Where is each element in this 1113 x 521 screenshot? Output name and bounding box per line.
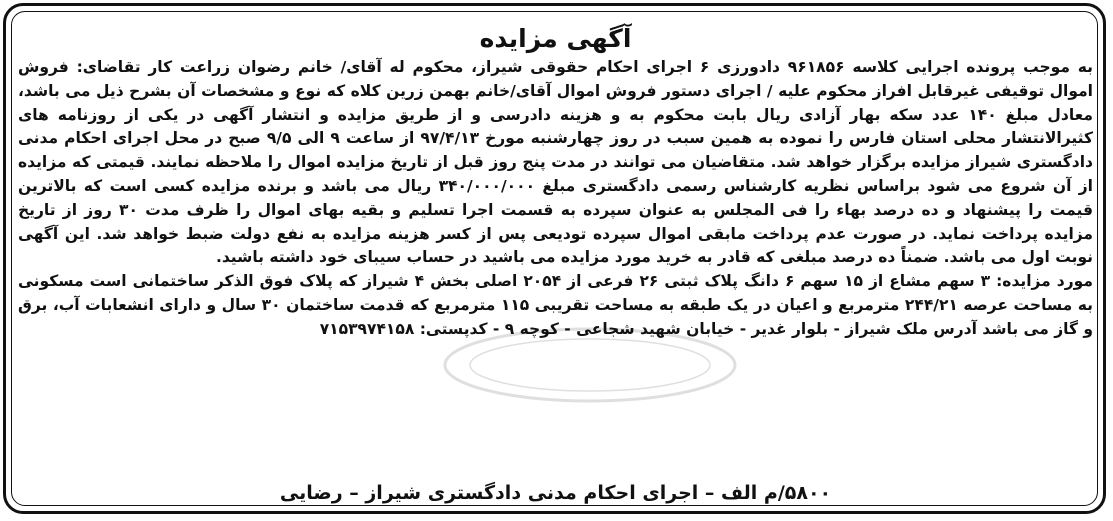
notice-footer: ۵۸۰۰/م الف – اجرای احکام مدنی دادگستری شیراز – رضایی (279, 482, 832, 504)
notice-paragraph-terms: به موجب پرونده اجرایی کلاسه ۹۶۱۸۵۶ دادورزی ۶ اجرای احکام حقوقی شیراز، محکوم له آقای/ خانم رضوان زراعت کار تقاضای: فروش اموال توقیفی غیرقابل افراز محکوم علیه / اجرای دستور فروش اموال آقای/خانم بهمن زرین کلاه که نوع و مشخصات آن بشرح ذیل می باشد، معادل مبلغ ۱۴۰ عدد سکه بهار آزادی ریال بابت محکوم به و هزینه دادرسی و از طریق مزایده و انتشار آگهی در یکی از روزنامه های کثیرالانتشار محلی استان فارس را نموده به همین سبب در روز چهارشنبه مورخ ۹۷/۴/۱۳ از ساعت ۹ الی ۹/۵ صبح در محل اجرای احکام مدنی دادگستری شیراز مزایده برگزار خواهد شد. متقاضیان می توانند در مدت پنج روز قبل از تاریخ مزایده اموال را ملاحظه نمایند. قیمتی که مزایده از آن شروع می شود براساس نظریه کارشناس رسمی دادگستری مبلغ ۳۴۰/۰۰۰/۰۰۰ ریال می باشد و برنده مزایده کسی است که بالاترین قیمت را پیشنهاد و ده درصد بهاء را فی المجلس به عنوان سپرده به قسمت اجرا تسلیم و بقیه بهای اموال را ظرف مدت ۳۰ روز از تاریخ مزایده پرداخت نماید. در صورت عدم پرداخت مابقی اموال سپرده تودیعی پس از کسر هزینه مزایده به نفع دولت ضبط خواهد شد. این آگهی نوبت اول می باشد. ضمناً ده درصد مبلغی که قادر به خرید مورد مزایده می باشید در حساب سیبای خود داشته باشید. (18, 58, 1094, 267)
notice-title: آگهی مزایده (479, 24, 632, 53)
notice-body (18, 56, 1093, 342)
notice-paragraph-property: مورد مزایده: ۳ سهم مشاع از ۱۵ سهم ۶ دانگ پلاک ثبتی ۲۶ فرعی از ۲۰۵۴ اصلی بخش ۴ شیراز که پلاک فوق الذکر ساختمانی است مسکونی به مساحت عرصه ۲۴۴/۲۱ مترمربع و اعیان در یک طبقه به مساحت تقریبی ۱۱۵ مترمربع که قدمت ساختمان ۳۰ سال و دارای انشعابات آب، برق و گاز می باشد آدرس ملک شیراز - بلوار غدیر - خیابان شهید شجاعی - کوچه ۹ - کدپستی: ۷۱۵۳۹۷۴۱۵۸ (18, 272, 1093, 338)
auction-notice (18, 24, 1093, 342)
